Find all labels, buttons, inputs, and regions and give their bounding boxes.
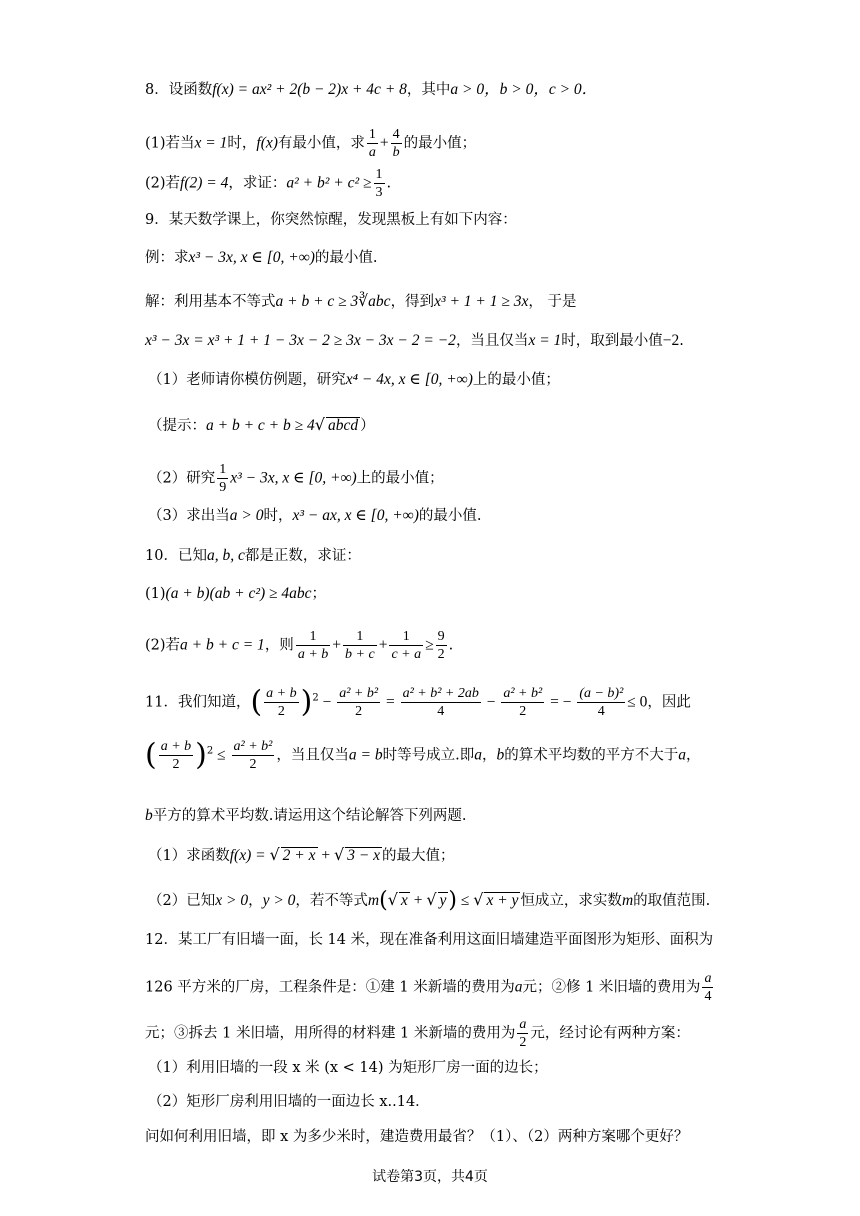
q11-p1-text: （1）求函数 xyxy=(148,848,230,864)
q12-part1: （1）利用旧墙的一段 x 米 (x < 14) 为矩形厂房一面的边长； xyxy=(148,1060,548,1076)
q9-sol-text: 解：利用基本不等式 xyxy=(145,294,276,310)
q11-frac-sq-mean: $\frac{\text{a² + b²}}{2}$ xyxy=(339,686,379,719)
q9-p1-text-2: 上的最小值； xyxy=(472,372,560,388)
q9-solution-line2: x³ − 3x = x³ + 1 + 1 − 3x − 2 ≥ 3x − 3x − 2 = −2，当且仅当x = 1时，取到最小值−2. xyxy=(145,332,684,349)
q10-p1-expr: (a + b)(ab + c²) ≥ 4abc xyxy=(165,585,312,602)
q11-l3-text: 平方的算术平均数.请运用这个结论解答下列两题. xyxy=(152,808,467,824)
q8-p1-text-3: 有最小值，求 xyxy=(277,135,365,152)
q9-p1-text: （1）老师请你模仿例题，研究 xyxy=(148,372,346,388)
q9-p2-expr: x³ − 3x, x ∈ [0, +∞) xyxy=(230,469,357,487)
q10-frac-bc: $\frac{1}{b + c}$ xyxy=(345,629,375,662)
q11-sqrt-x-plus-y: x + y xyxy=(486,892,519,909)
q11-frac-expand: $\frac{\text{a² + b² + 2ab}}{4}$ xyxy=(402,686,479,719)
q11-part1: （1）求函数f(x) = √ 2 + x + √ 3 − x 的最大值； xyxy=(148,845,455,864)
q9-hint xyxy=(148,415,375,436)
q11-l2-text-4: 的算术平均数的平方不大于 xyxy=(504,747,679,764)
q11-l2-a-2: a xyxy=(678,746,686,764)
q8-p2-text: (2)若 xyxy=(145,175,181,192)
q10-frac-9-2: $\frac{9}{2}$ xyxy=(437,629,445,662)
q8-p1-fx: f(x) xyxy=(256,134,278,152)
q9-sol-cond: x = 1 xyxy=(528,332,562,349)
q9-p3-text: （3）求出当 xyxy=(148,508,230,524)
q12-l2-a: a xyxy=(514,978,523,996)
q12-l2-text: 126 平方米的厂房，工程条件是：①建 1 米新墙的费用为 xyxy=(145,979,515,996)
q8-part1: (1)若当x = 1时，f(x)有最小值，求 $\frac{1}{a}$ + $\frac{4}{b}$ 的最小值； xyxy=(145,127,477,160)
q11-frac-diff: $\frac{\text{(a − b)²}}{4}$ xyxy=(579,686,624,719)
q8-p1-text: (1)若当 xyxy=(145,135,195,152)
q11-stem-text: 11．我们知道， xyxy=(145,694,251,711)
q10-part2: (2)若a + b + c = 1，则 $\frac{1}{a + b}$ + $\frac{1}{b + c}$ + $\frac{1}{c + a}$ ≥ $\frac{9}{2}$ . xyxy=(145,629,454,662)
q11-p2-y: y > 0 xyxy=(262,892,296,909)
q9-hint-text-2: ） xyxy=(360,418,375,434)
q8-stem xyxy=(145,80,597,100)
q10-p2-text: (2)若 xyxy=(145,637,181,654)
q11-line2: ( $\frac{a + b}{2}$ )$^2$ ≤ $\frac{\text{a² + b²}}{2}$ ，当且仅当a = b时等号成立.即a，b的算术平均数的平方不大于a， xyxy=(145,737,701,773)
q9-p1-expr: x⁴ − 4x, x ∈ [0, +∞) xyxy=(345,371,473,388)
q8-p1-text-4: 的最小值； xyxy=(403,135,477,152)
q11-p2-m: m xyxy=(621,892,634,909)
q9-ex-text: 例：求 xyxy=(145,250,189,266)
q11-frac-mean: $\frac{a + b}{2}$ xyxy=(266,686,297,719)
q8-stem-text: 8．设函数 xyxy=(145,82,213,98)
q8-conditions: a > 0，b > 0，c > 0． xyxy=(450,81,598,98)
q11-frac-sq-mean-2: $\frac{\text{a² + b²}}{2}$ xyxy=(503,686,543,719)
q9-p2-text-2: 上的最小值； xyxy=(356,470,444,487)
q11-line3 xyxy=(145,806,466,826)
q8-part2: (2)若f(2) = 4，求证：a² + b² + c² ≥ $\frac{1}{3}$ . xyxy=(145,167,392,200)
q10-stem xyxy=(145,546,361,566)
q9-p3-cond: a > 0 xyxy=(229,507,264,524)
q10-part1 xyxy=(145,584,326,604)
q8-p1-text-2: 时， xyxy=(227,135,257,152)
q11-zero: 0 xyxy=(639,693,648,711)
q12-frac-a-4: $\frac{a}{4}$ xyxy=(704,971,712,1004)
q11-frac-sq-mean-b: $\frac{\text{a² + b²}}{2}$ xyxy=(233,739,273,772)
q9-part2 xyxy=(148,461,444,496)
q9-part1 xyxy=(148,370,560,390)
radical-sign: √ xyxy=(314,415,325,434)
q9-example xyxy=(145,248,378,268)
q9-p3-text-3: 的最小值. xyxy=(418,508,482,524)
q9-ex-expr: x³ − 3x, x ∈ [0, +∞) xyxy=(188,249,315,266)
q9-sol-text-4: ，当且仅当 xyxy=(455,333,529,349)
q11-sqrt-2-plus-x: 2 + x xyxy=(282,847,316,864)
q11-p2-x: x > 0 xyxy=(215,892,249,909)
q12-line1: 12．某工厂有旧墙一面，长 14 米，现在准备利用这面旧墙建造平面图形为矩形、面积为 xyxy=(145,932,714,948)
q12-l3-text: 元；③拆去 1 米旧墙，用所得的材料建 1 米新墙的费用为 xyxy=(145,1025,516,1042)
q12-l2-text-2: 元；②修 1 米旧墙的费用为 xyxy=(522,979,701,996)
q11-p1-fx: f(x) = xyxy=(229,847,266,864)
q12-line2 xyxy=(145,970,715,1005)
q10-p1-text: (1) xyxy=(145,586,166,602)
q11-l2-text: ，当且仅当 xyxy=(276,747,349,764)
q11-l2-a: a xyxy=(474,746,482,764)
q12-part2: （2）矩形厂房利用旧墙的一面边长 x..14． xyxy=(148,1094,430,1110)
q9-sol-min: −2 xyxy=(662,332,680,349)
q8-stem-text-2: ，其中 xyxy=(406,82,451,98)
q8-frac-1-3: $\frac{1}{3}$ xyxy=(375,167,383,200)
q10-p2-text-2: ，则 xyxy=(264,637,294,654)
q9-p2-text: （2）研究 xyxy=(148,470,216,487)
q9-p3-text-2: 时， xyxy=(263,508,293,524)
q9-stem: 9．某天数学课上，你突然惊醒，发现黑板上有如下内容： xyxy=(145,212,517,228)
q8-p2-text-2: ，求证： xyxy=(228,175,287,192)
q8-frac-4-b: $\frac{4}{b}$ xyxy=(392,127,400,160)
q11-p2-text-5: 的取值范围. xyxy=(633,893,711,909)
q11-l2-text-2: 时等号成立.即 xyxy=(382,747,475,764)
q8-p1-cond: x = 1 xyxy=(194,134,228,152)
q11-frac-mean-b: $\frac{a + b}{2}$ xyxy=(160,739,192,772)
q10-stem-text-2: 都是正数，求证： xyxy=(244,548,361,564)
q9-sol-text-3: ， 于是 xyxy=(528,294,577,310)
q8-frac-1-a: $\frac{1}{a}$ xyxy=(368,127,376,160)
q9-frac-1-9: $\frac{1}{9}$ xyxy=(219,462,227,495)
q11-p2-text-2: ， xyxy=(248,893,263,909)
q11-p1-text-2: 的最大值； xyxy=(382,848,455,864)
q9-hint-text: （提示： xyxy=(148,418,206,434)
q9-hint-radicand: abcd xyxy=(327,417,359,434)
q8-formula: f(x) = ax² + 2(b − 2)x + 4c + 8 xyxy=(212,81,407,98)
q9-p3-expr: x³ − ax, x ∈ [0, +∞) xyxy=(292,507,419,524)
q10-p1-text-2: ； xyxy=(311,586,327,602)
q9-hint-expr: a + b + c + b ≥ 4 xyxy=(206,417,315,434)
q10-stem-text: 10．已知 xyxy=(145,548,207,564)
q9-solution-line1 xyxy=(145,292,577,312)
q11-stem-text-2: ，因此 xyxy=(647,694,691,711)
q11-stem: 11．我们知道，( $\frac{a + b}{2}$ )$^2$ − $\frac{\text{a² + b²}}{2}$ = $\frac{\text{a² + b² + 2ab}}{4}$ − $\frac{\text{a² + b²}}{2}$ = − $\frac{\text{(a − b)²}}{4}$ ≤ 0，因此 xyxy=(145,684,691,720)
q9-sol-expr: x³ + 1 + 1 ≥ 3x xyxy=(434,293,529,310)
page-footer: 试卷第3页，共4页 xyxy=(372,1169,488,1185)
q10-frac-ab: $\frac{1}{a + b}$ xyxy=(297,629,329,662)
q11-l3-b: b xyxy=(145,807,153,824)
q9-sol-text-2: ，得到 xyxy=(390,294,435,310)
q12-frac-a-2: $\frac{a}{2}$ xyxy=(519,1017,527,1050)
q10-frac-ca: $\frac{1}{c + a}$ xyxy=(391,629,422,662)
q11-part2: （2）已知x > 0，y > 0，若不等式m(√ x + √ y) ≤ √ x + y 恒成立，求实数m的取值范围. xyxy=(148,888,711,913)
q10-vars: a, b, c xyxy=(206,547,245,564)
q10-p2-cond: a + b + c = 1 xyxy=(180,636,265,654)
q11-l2-b: b xyxy=(496,746,505,764)
q11-l2-cond: a = b xyxy=(348,746,383,764)
q8-p2-f2: f(2) = 4 xyxy=(180,174,229,192)
q9-part3 xyxy=(148,506,481,526)
q12-question: 问如何利用旧墙，即 x 为多少米时，建造费用最省？（1）、（2）两种方案哪个更好？ xyxy=(145,1129,689,1145)
q9-sol-ineq: a + b + c ≥ 3∛abc xyxy=(275,293,391,310)
q11-sqrt-3-minus-x: 3 − x xyxy=(347,847,381,864)
q8-p2-ineq: a² + b² + c² ≥ xyxy=(286,174,372,192)
q11-l2-text-5: ， xyxy=(685,747,701,764)
q9-sol-text-5: 时，取到最小值 xyxy=(561,333,663,349)
q12-l3-text-2: 元，经讨论有两种方案： xyxy=(530,1025,690,1042)
q11-p2-text: （2）已知 xyxy=(148,893,216,909)
q11-p2-text-3: ，若不等式 xyxy=(295,893,368,909)
q9-ex-text-2: 的最小值. xyxy=(314,250,378,266)
q9-sol-chain: x³ − 3x = x³ + 1 + 1 − 3x − 2 ≥ 3x − 3x − 2 = −2 xyxy=(145,332,456,349)
q12-line3 xyxy=(145,1016,690,1051)
q11-p2-text-4: 恒成立，求实数 xyxy=(520,893,622,909)
q11-l2-text-3: ， xyxy=(481,747,497,764)
